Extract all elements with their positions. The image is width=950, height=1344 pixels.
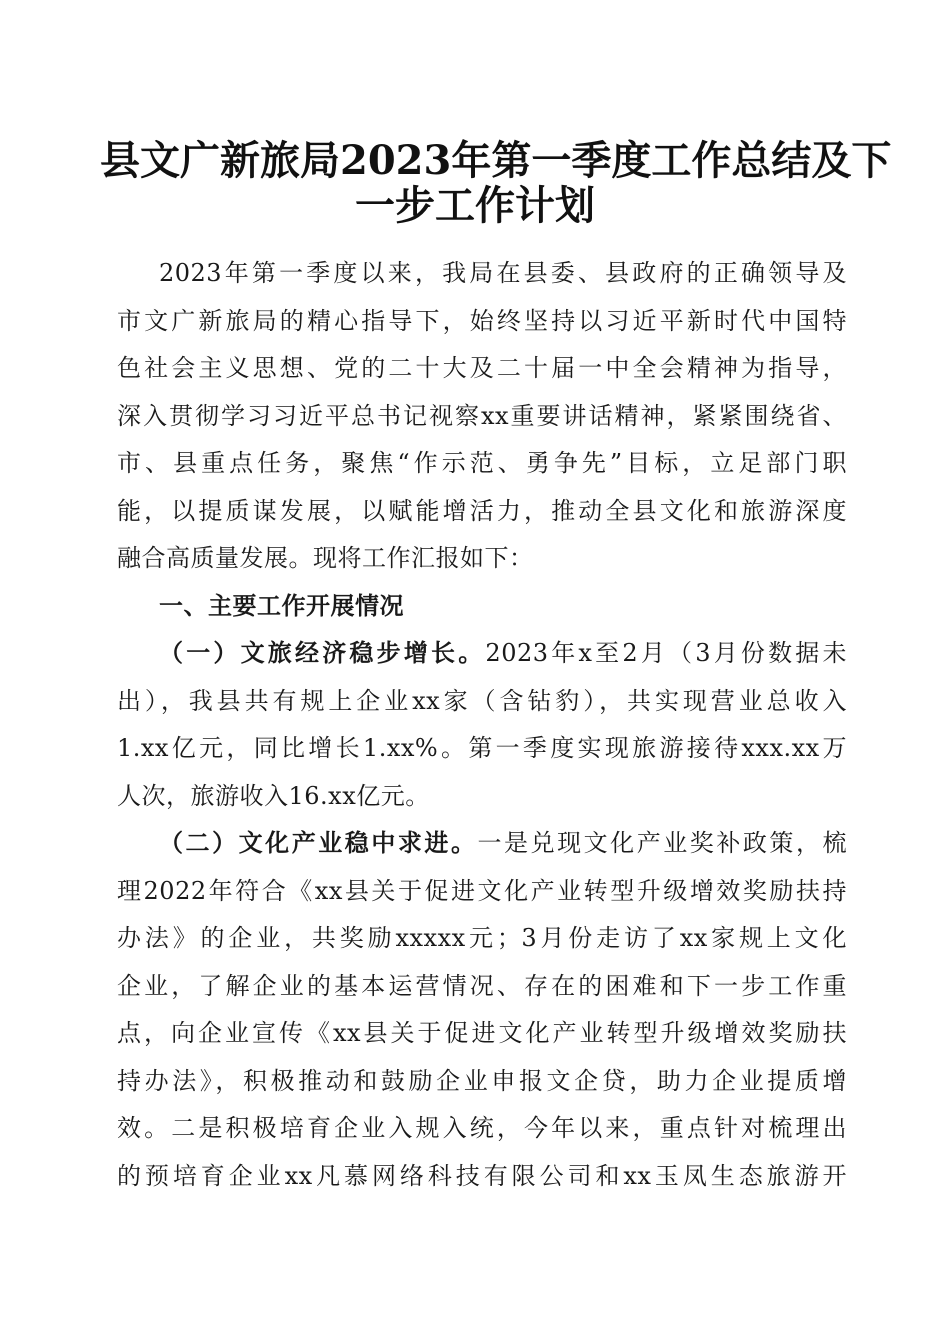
item1-line: 1.xx亿元，同比增长1.xx%。第一季度实现旅游接待xxx.xx万 <box>117 734 847 762</box>
item2-line: 企业，了解企业的基本运营情况、存在的困难和下一步工作重 <box>117 971 847 1000</box>
intro-line: 市、县重点任务，聚焦“作示范、勇争先”目标，立足部门职 <box>117 449 847 477</box>
intro-line: 2023年第一季度以来，我局在县委、县政府的正确领导及 <box>159 259 847 287</box>
intro-line: 融合高质量发展。现将工作汇报如下： <box>117 544 534 572</box>
item1-heading: （一）文旅经济稳步增长。 <box>159 639 486 667</box>
item1-line: 出），我县共有规上企业xx家（含钻豹），共实现营业总收入 <box>117 686 847 715</box>
item1-text: 2023年x至2月（3月份数据未 <box>485 639 847 667</box>
item2-first-line <box>117 820 847 868</box>
item2-line: 办法》的企业，共奖励xxxxx元；3月份走访了xx家规上文化 <box>117 924 847 952</box>
item2-text: 一是兑现文化产业奖补政策，梳 <box>477 829 848 857</box>
item2-heading: （二）文化产业稳中求进。 <box>159 829 478 857</box>
intro-line: 深入贯彻学习习近平总书记视察xx重要讲话精神，紧紧围绕省、 <box>117 401 847 430</box>
document-body <box>117 250 847 1200</box>
document-title-line-1: 县文广新旅局2023年第一季度工作总结及下 <box>100 137 892 184</box>
section-heading: 一、主要工作开展情况 <box>159 591 404 620</box>
item2-line: 点，向企业宣传《xx县关于促进文化产业转型升级增效奖励扶 <box>117 1019 847 1047</box>
item2-line: 理2022年符合《xx县关于促进文化产业转型升级增效奖励扶持 <box>117 876 847 905</box>
item1-line: 人次，旅游收入16.xx亿元。 <box>117 781 430 810</box>
intro-line: 色社会主义思想、党的二十大及二十届一中全会精神为指导， <box>117 354 847 382</box>
item1-first-line <box>117 630 847 678</box>
document-title-line-2: 一步工作计划 <box>355 182 595 229</box>
item2-line: 持办法》，积极推动和鼓励企业申报文企贷，助力企业提质增 <box>117 1066 847 1095</box>
item2-line: 的预培育企业xx凡慕网络科技有限公司和xx玉凤生态旅游开 <box>117 1161 847 1190</box>
intro-line: 能，以提质谋发展，以赋能增活力，推动全县文化和旅游深度 <box>117 496 847 525</box>
item2-line: 效。二是积极培育企业入规入统，今年以来，重点针对梳理出 <box>117 1114 847 1142</box>
intro-line: 市文广新旅局的精心指导下，始终坚持以习近平新时代中国特 <box>117 306 847 335</box>
